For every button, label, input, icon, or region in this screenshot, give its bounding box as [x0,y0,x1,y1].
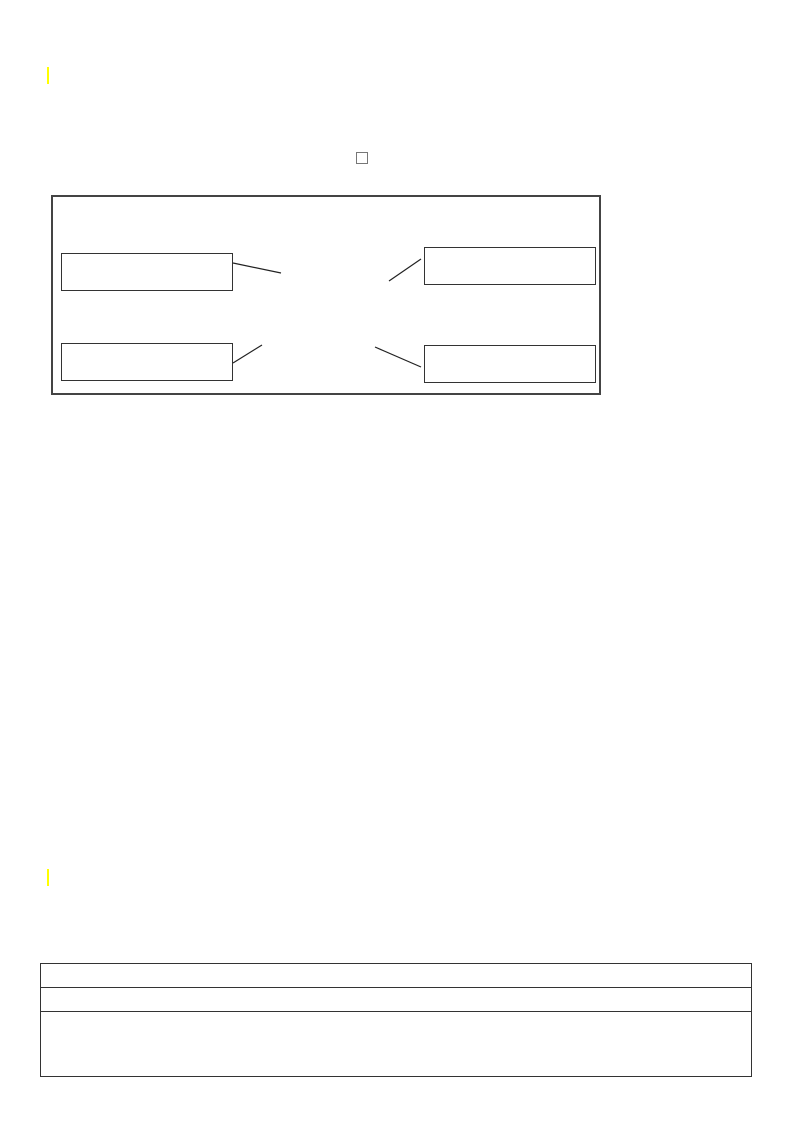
email-body-row [41,1012,752,1077]
section-tag-huzhou [47,866,49,885]
connector-line [233,345,262,363]
email-table [40,963,752,1077]
broken-image-icon [356,152,368,164]
email-body-cell [41,1012,752,1077]
email-subject-row [41,988,752,1012]
email-subject-cell [41,988,752,1012]
email-to-cell [41,964,752,988]
pie-chart [53,197,599,393]
connector-line [233,263,281,273]
email-to-row [41,964,752,988]
section-tag-shaoxing [47,64,49,83]
survey-chart [51,195,601,395]
connector-line [389,259,421,281]
connector-line [375,347,421,367]
